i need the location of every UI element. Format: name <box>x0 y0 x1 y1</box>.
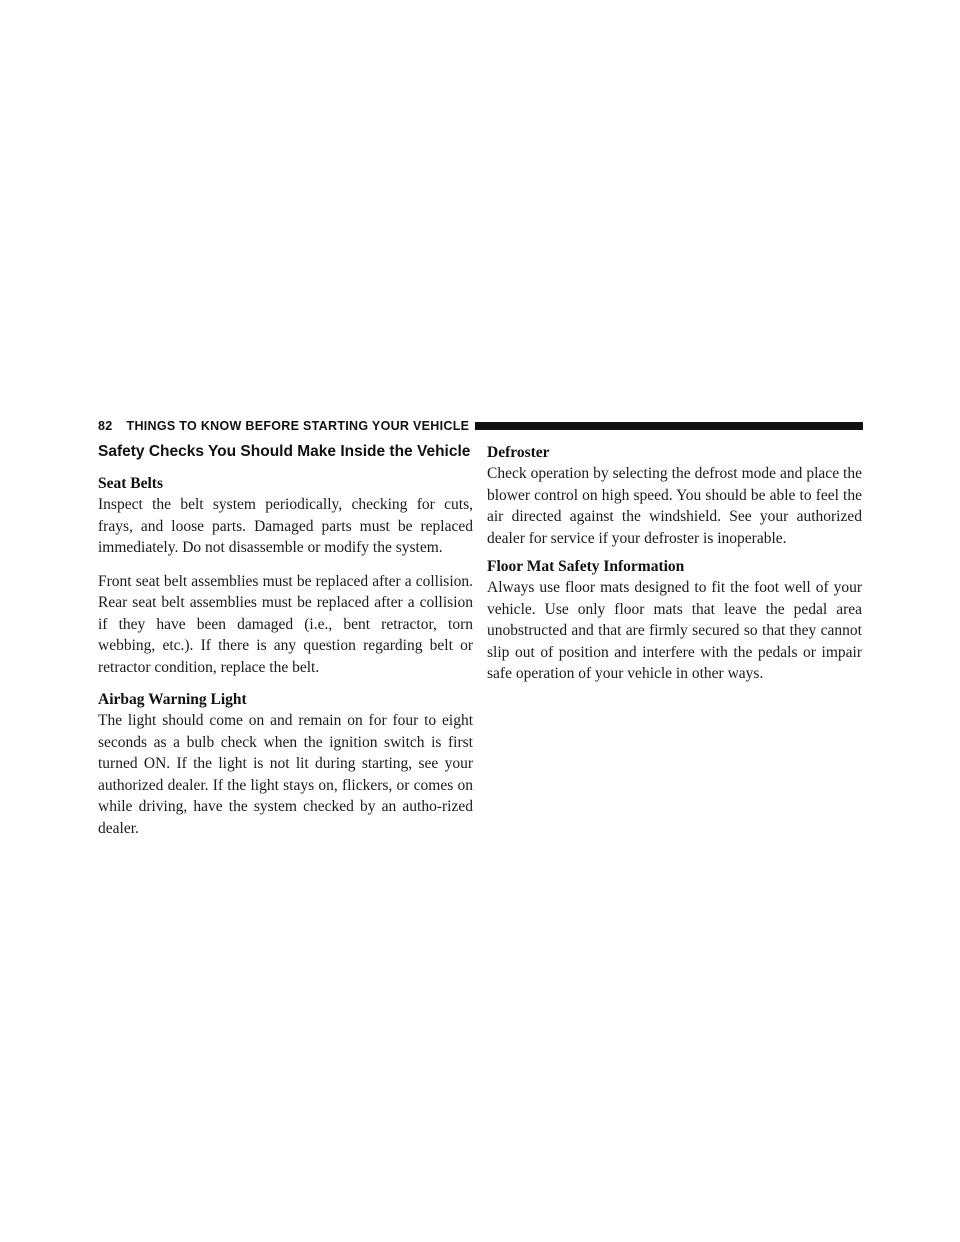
chapter-title: THINGS TO KNOW BEFORE STARTING YOUR VEHICLE <box>126 419 470 433</box>
left-column <box>98 442 473 851</box>
page-number: 82 <box>98 419 113 433</box>
right-column <box>487 443 862 697</box>
header-rule <box>475 422 863 430</box>
airbag-paragraph: The light should come on and remain on for four to eight seconds as a bulb check when the ignition switch is first turned ON. If the light is not lit during starting, see your authorized dealer. If the light stays on, flickers, or comes on while driving, have the system checked by an autho-rized dealer. <box>98 712 473 837</box>
defroster-paragraph: Check operation by selecting the defrost mode and place the blower control on high speed. You should be able to feel the air directed against the windshield. See your authorized dealer for service if your defroster is inoperable. <box>487 465 862 547</box>
floor-mat-heading: Floor Mat Safety Information <box>487 558 685 575</box>
floor-mat-paragraph: Always use floor mats designed to fit the foot well of your vehicle. Use only floor mats that leave the pedal area unobstructed and that are firmly secured so that they cannot slip out of position and interfere with the pedals or impair safe operation of your vehicle in other ways. <box>487 579 862 682</box>
airbag-heading: Airbag Warning Light <box>98 691 247 708</box>
seat-belts-paragraph-1: Inspect the belt system periodically, checking for cuts, frays, and loose parts. Damaged parts must be replaced immediately. Do not disassemble or modify the system. <box>98 496 473 556</box>
defroster-heading: Defroster <box>487 444 550 461</box>
section-title: Safety Checks You Should Make Inside the Vehicle <box>98 443 471 460</box>
seat-belts-heading: Seat Belts <box>98 475 164 492</box>
page-header <box>98 418 863 434</box>
seat-belts-paragraph-2: Front seat belt assemblies must be replaced after a collision. Rear seat belt assemblies must be replaced after a collision if they have been damaged (i.e., bent retractor, torn webbing, etc.). If there is any question regarding belt or retractor condition, replace the belt. <box>98 572 473 676</box>
